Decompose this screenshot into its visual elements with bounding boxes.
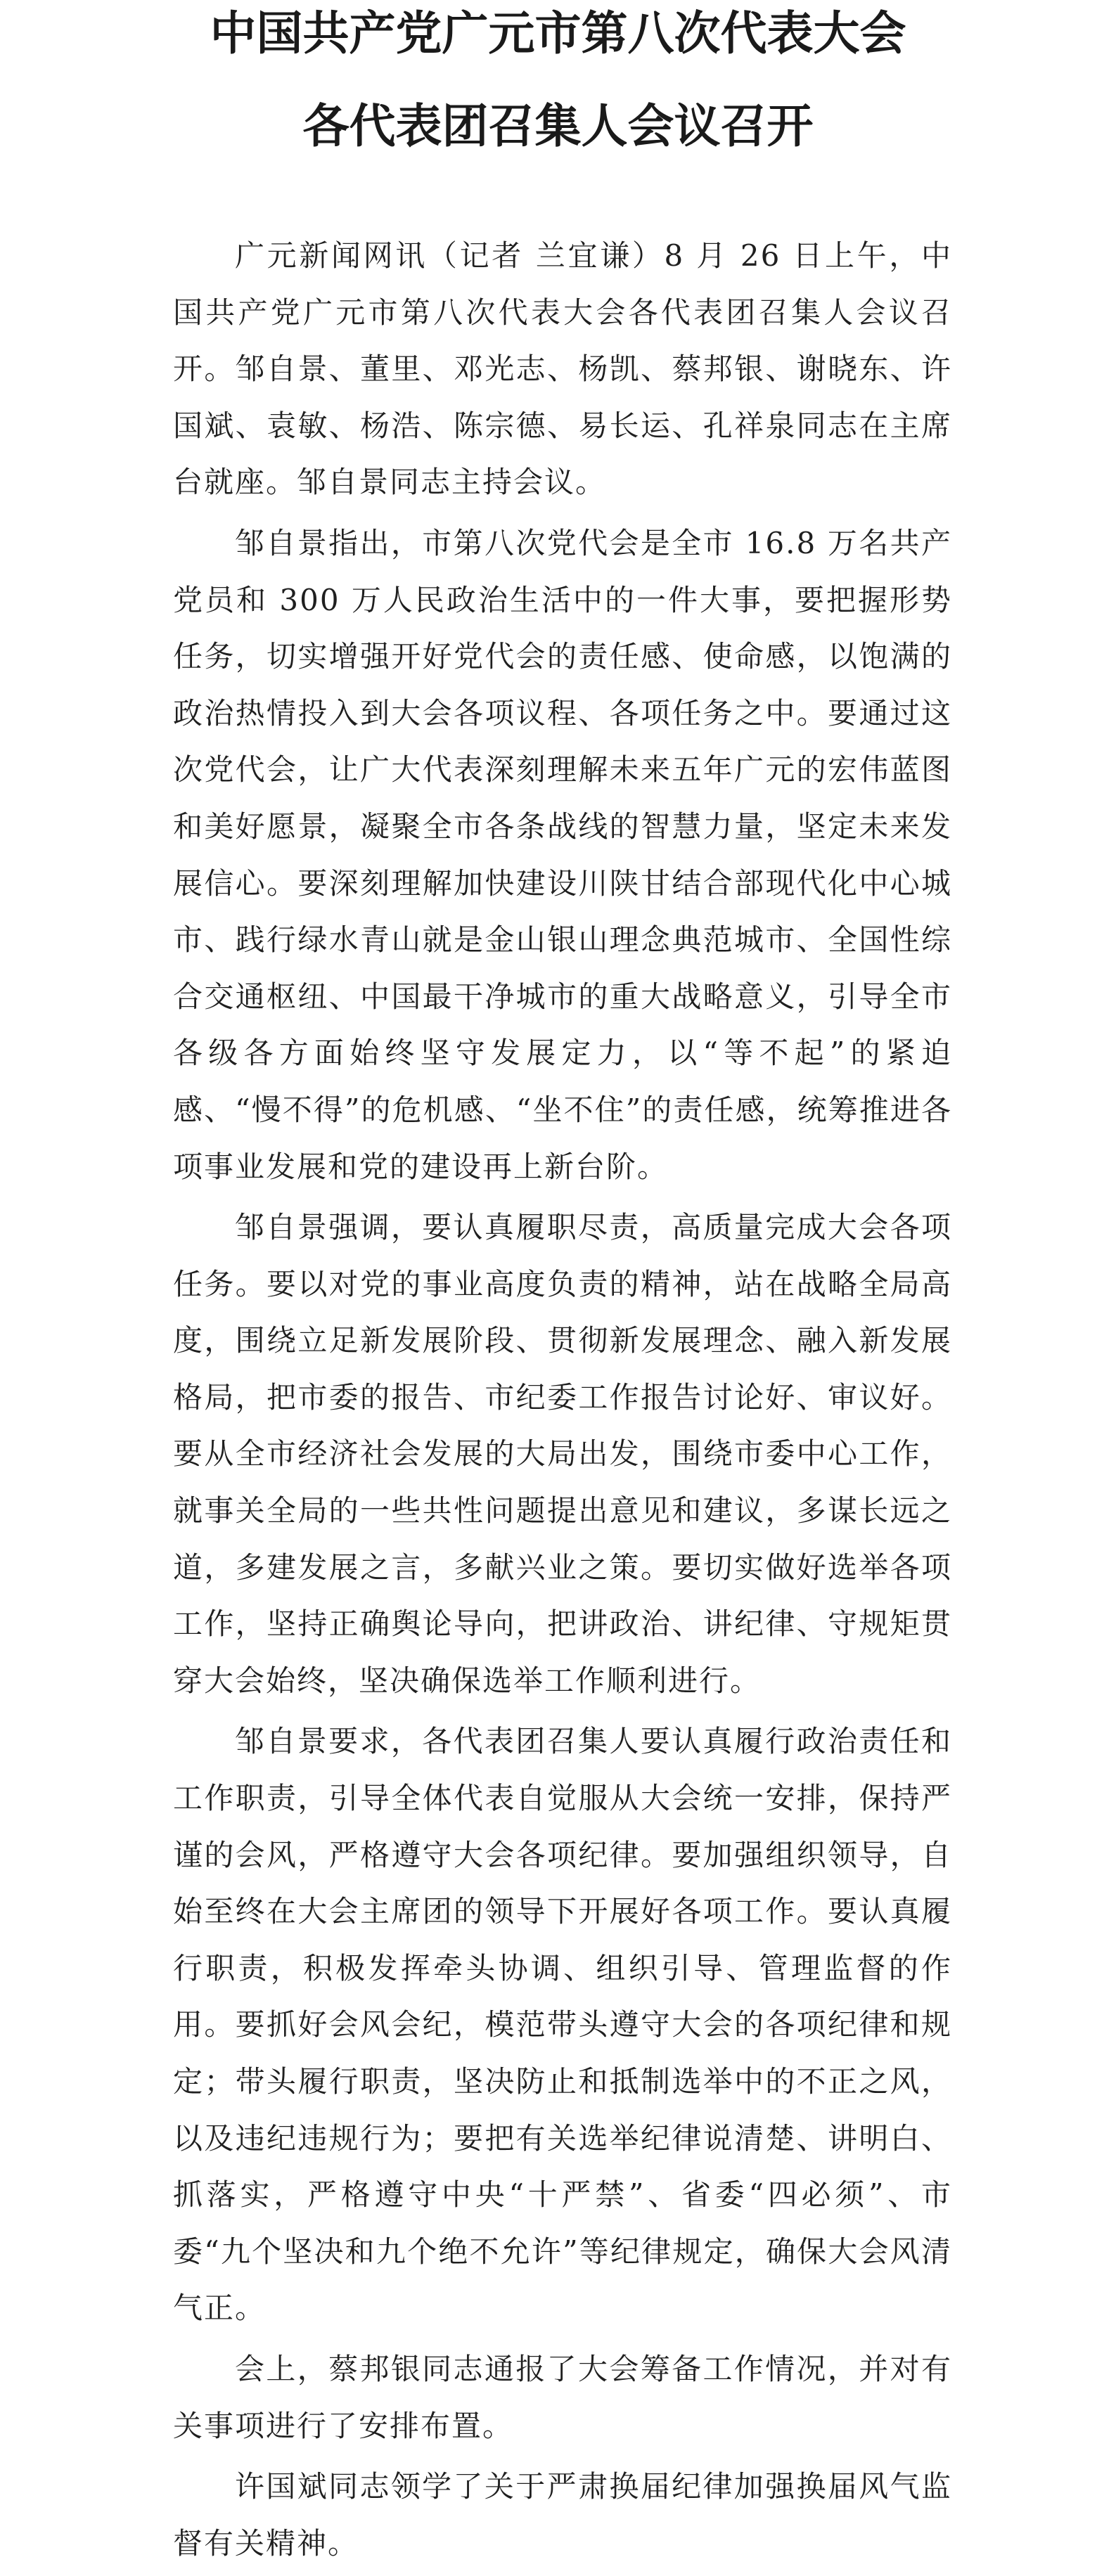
paragraph: 会上，蔡邦银同志通报了大会筹备工作情况，并对有关事项进行了安排布置。 — [173, 2351, 952, 2443]
paragraph: 邹自景指出，市第八次党代会是全市 16.8 万名共产党员和 300 万人民政治生活中的一件大事，要把握形势任务，切实增强开好党代会的责任感、使命感，以饱满的政治热情投入到大会各项议程、各项任务之中。要通过这次党代会，让广大代表深刻理解未来五年广元的宏伟蓝图和美好愿景，凝聚全市各条战线的智慧力量，坚定未来发展信心。要深刻理解加快建设川陕甘结合部现代化中心城市、践行绿水青山就是金山银山理念典范城市、全国性综合交通枢纽、中国最干净城市的重大战略意义，引导全市各级各方面始终坚守发展定力，以“等不起”的紧迫感、“慢不得”的危机感、“坐不住”的责任感，统筹推进各项事业发展和党的建设再上新台阶。 — [173, 525, 952, 1184]
paragraph: 邹自景强调，要认真履职尽责，高质量完成大会各项任务。要以对党的事业高度负责的精神，站在战略全局高度，围绕立足新发展阶段、贯彻新发展理念、融入新发展格局，把市委的报告、市纪委工作报告讨论好、审议好。要从全市经济社会发展的大局出发，围绕市委中心工作，就事关全局的一些共性问题提出意见和建议，多谋长远之道，多建发展之言，多献兴业之策。要切实做好选举各项工作，坚持正确舆论导向，把讲政治、讲纪律、守规矩贯穿大会始终，坚决确保选举工作顺利进行。 — [173, 1210, 952, 1698]
article-body — [173, 228, 952, 2576]
paragraph: 广元新闻网讯（记者 兰宜谦）8 月 26 日上午，中国共产党广元市第八次代表大会各代表团召集人会议召开。邹自景、董里、邓光志、杨凯、蔡邦银、谢晓东、许国斌、袁敏、杨浩、陈宗德、易长运、孔祥泉同志在主席台就座。邹自景同志主持会议。 — [173, 238, 952, 500]
paragraph: 邹自景要求，各代表团召集人要认真履行政治责任和工作职责，引导全体代表自觉服从大会统一安排，保持严谨的会风，严格遵守大会各项纪律。要加强组织领导，自始至终在大会主席团的领导下开展好各项工作。要认真履行职责，积极发挥牵头协调、组织引导、管理监督的作用。要抓好会风会纪，模范带头遵守大会的各项纪律和规定；带头履行职责，坚决防止和抵制选举中的不正之风，以及违纪违规行为；要把有关选举纪律说清楚、讲明白、抓落实，严格遵守中央“十严禁”、省委“四必须”、市委“九个坚决和九个绝不允许”等纪律规定，确保大会风清气正。 — [173, 1724, 952, 2326]
paragraph: 许国斌同志领学了关于严肃换届纪律加强换届风气监督有关精神。 — [173, 2469, 952, 2561]
article-title-line-2: 各代表团召集人会议召开 — [302, 98, 814, 153]
article-title-line-1: 中国共产党广元市第八次代表大会 — [210, 6, 906, 60]
